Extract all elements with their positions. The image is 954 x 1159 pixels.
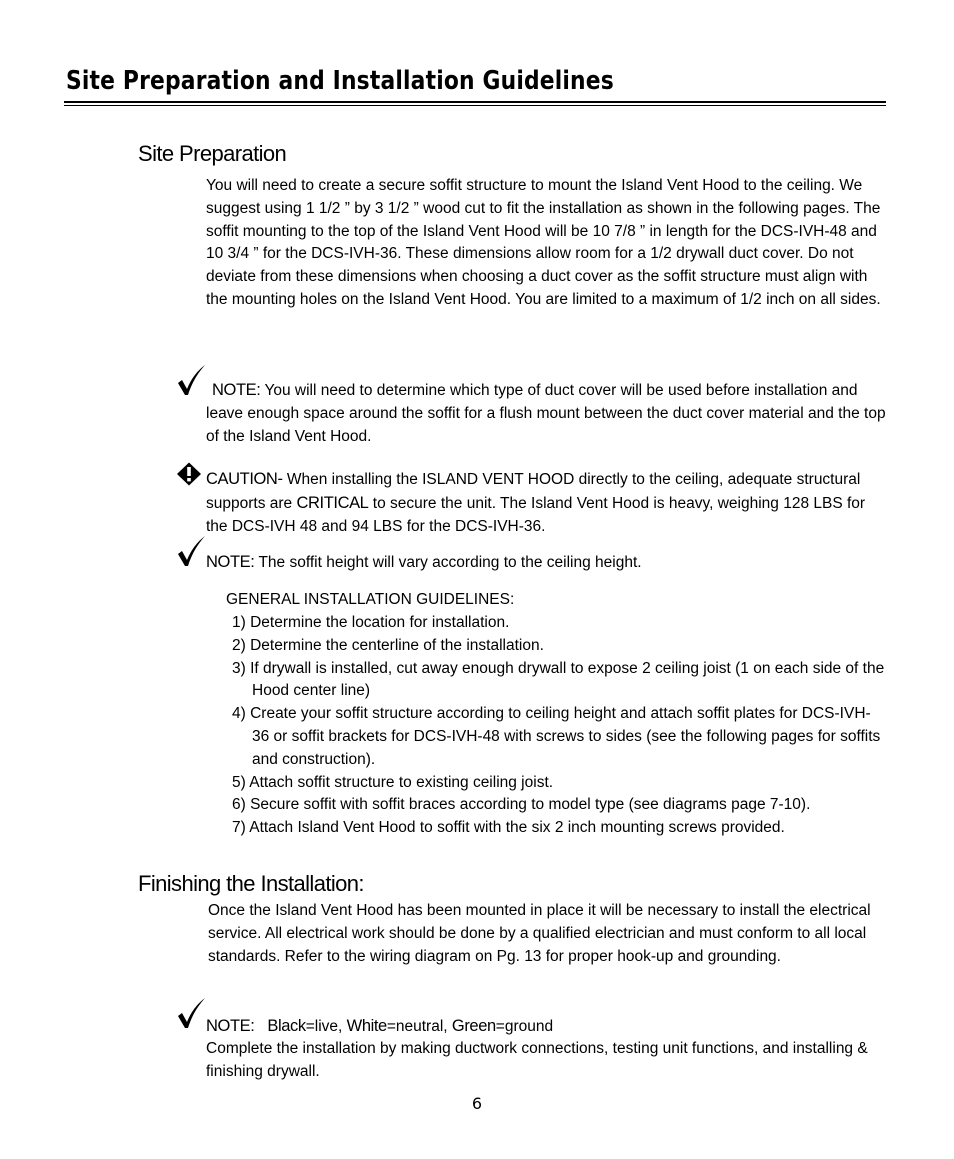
wire-white-value: =neutral, [386, 1018, 448, 1035]
list-item: 6) Secure soffit with soffit braces according to model type (see diagrams page 7-10). [232, 796, 811, 814]
note-label: NOTE: [212, 381, 261, 399]
wire-black-label: Black [267, 1017, 306, 1035]
caution-diamond-icon [176, 462, 202, 486]
general-guidelines-heading: GENERAL INSTALLATION GUIDELINES: [226, 591, 515, 608]
note-label: NOTE: [206, 1017, 255, 1035]
checkmark-icon [176, 364, 206, 396]
wire-black-value: =live, [305, 1018, 343, 1035]
note-label: NOTE: [206, 553, 255, 571]
caution-structural-support [206, 468, 886, 538]
list-item: 1) Determine the location for installation. [232, 614, 510, 631]
list-item: 4) Create your soffit structure according to ceiling height and attach soffit plates for DCS-IVH-36 or soffit brackets for DCS-IVH-48 with screws to sides (see the following pages for soffits and construction). [232, 705, 881, 768]
caution-emphasis: CRITICAL [296, 493, 369, 512]
note-soffit-height [206, 551, 886, 575]
wire-white-label: White [346, 1017, 387, 1035]
note-text: You will need to determine which type of duct cover will be used before installation and leave enough space around the soffit for a flush mount between the duct cover material and the top of the Island Vent Hood. [206, 382, 886, 445]
finishing-paragraph: Once the Island Vent Hood has been mounted in place it will be necessary to install the electrical service. All electrical work should be done by a qualified electrician and must conform to all local standards. Refer to the wiring diagram on Pg. 13 for proper hook-up and grounding. [208, 902, 871, 965]
note-text: The soffit height will vary according to the ceiling height. [258, 554, 642, 571]
page-number: 6 [471, 1094, 483, 1113]
page-title: Site Preparation and Installation Guidelines [66, 66, 614, 96]
checkmark-icon [176, 997, 206, 1029]
list-item: 7) Attach Island Vent Hood to soffit with the six 2 inch mounting screws provided. [232, 819, 785, 837]
caution-text-end: to secure the unit. The Island Vent Hood is heavy, weighing 128 LBS for the DCS-IVH 48 and 94 LBS for the DCS-IVH-36. [206, 494, 866, 535]
title-underline-thick [64, 101, 886, 103]
wire-green-value: =ground [495, 1018, 554, 1035]
note-wire-colors [206, 1015, 886, 1039]
finishing-heading: Finishing the Installation: [138, 871, 364, 896]
list-item: 2) Determine the centerline of the installation. [232, 636, 544, 654]
caution-label: CAUTION- [206, 470, 283, 488]
note-complete-installation: Complete the installation by making ductwork connections, testing unit functions, and installing & finishing drywall. [206, 1040, 868, 1080]
title-underline-thin [64, 105, 886, 106]
site-preparation-heading: Site Preparation [138, 141, 287, 166]
installation-steps-list [232, 612, 887, 840]
list-item: 3) If drywall is installed, cut away enough drywall to expose 2 ceiling joist (1 on each side of the Hood center line) [232, 659, 885, 700]
wire-green-label: Green [451, 1017, 496, 1035]
caution-text-start: When installing the ISLAND VENT HOOD directly to the ceiling, adequate structural supports are [206, 471, 861, 512]
list-item: 5) Attach soffit structure to existing ceiling joist. [232, 773, 554, 791]
site-preparation-paragraph: You will need to create a secure soffit structure to mount the Island Vent Hood to the ceiling. We suggest using 1 1/2 ” by 3 1/2 ” wood cut to fit the installation as shown in the following pages. The soffit mounting to the top of the Island Vent Hood will be 10 7/8 ” in length for the DCS-IVH-48 and 10 3/4 ” for the DCS-IVH-36. These dimensions allow room for a 1/2 drywall duct cover. Do not deviate from these dimensions when choosing a duct cover as the soffit structure must align with the mounting holes on the Island Vent Hood. You are limited to a maximum of 1/2 inch on all sides. [206, 177, 881, 308]
note-duct-cover [206, 379, 886, 448]
checkmark-icon [176, 535, 206, 567]
